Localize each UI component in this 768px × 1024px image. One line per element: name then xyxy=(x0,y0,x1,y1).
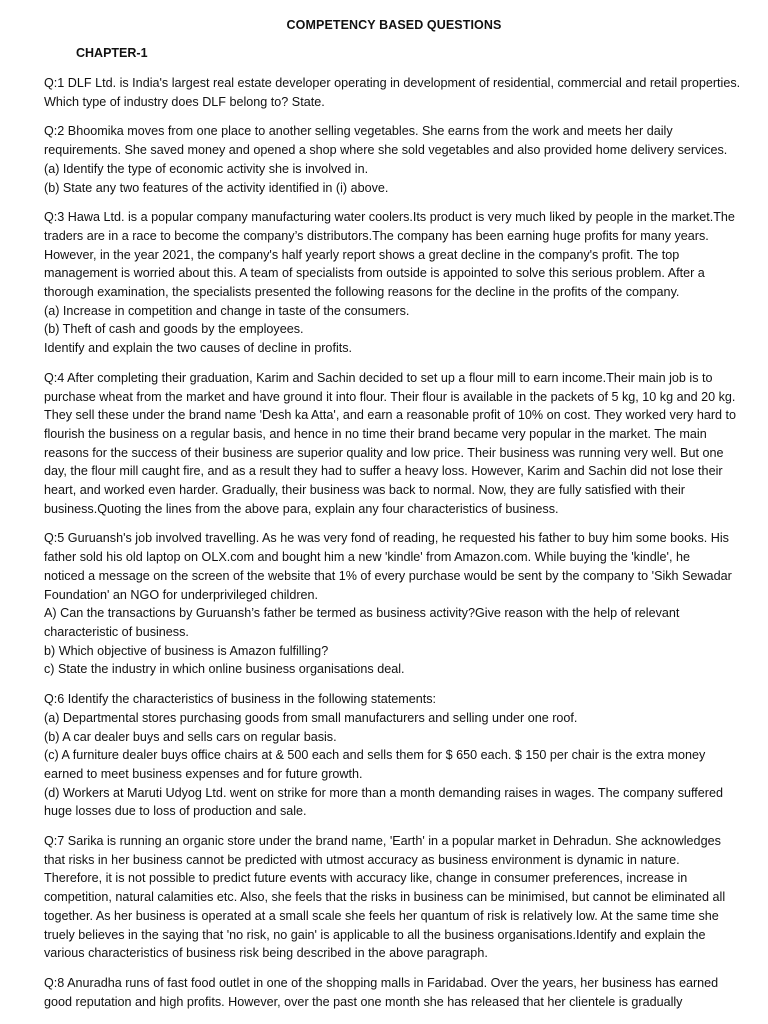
question-4 xyxy=(44,369,744,519)
question-6 xyxy=(44,690,744,821)
question-line: c) State the industry in which online business organisations deal. xyxy=(44,662,405,677)
question-line: that risks in her business cannot be predicted with utmost accuracy as business environment is dynamic in nature. xyxy=(44,852,680,867)
question-line: b) Which objective of business is Amazon fulfilling? xyxy=(44,643,329,658)
question-line: Q:4 After completing their graduation, Karim and Sachin decided to set up a flour mill to earn income.Their main job is to xyxy=(44,370,713,385)
question-list xyxy=(44,74,744,1011)
question-line: (d) Workers at Maruti Udyog Ltd. went on strike for more than a month demanding raises in wages. The company suffered xyxy=(44,785,723,800)
chapter-heading: CHAPTER-1 xyxy=(76,46,148,60)
question-line: father sold his old laptop on OLX.com and bought him a new 'kindle' from Amazon.com. While buying the 'kindle', he xyxy=(44,550,690,565)
question-line: (b) A car dealer buys and sells cars on regular basis. xyxy=(44,729,337,744)
question-line: thorough examination, the specialists presented the following reasons for the decline in the profits of the company. xyxy=(44,285,680,300)
question-line: reasons for the success of their business are superior quality and low price. Their business was running very well. But one xyxy=(44,445,724,460)
question-2 xyxy=(44,122,744,197)
question-line: (c) A furniture dealer buys office chairs at & 500 each and sells them for $ 650 each. $ 150 per chair is the extra money xyxy=(44,748,706,763)
question-line: However, in the year 2021, the company's half yearly report shows a great decline in the company's profit. The top xyxy=(44,247,680,262)
question-1 xyxy=(44,74,744,111)
question-line: Q:8 Anuradha runs of fast food outlet in one of the shopping malls in Faridabad. Over the years, her business has earned xyxy=(44,975,719,990)
question-line: Identify and explain the two causes of decline in profits. xyxy=(44,341,353,356)
question-line: requirements. She saved money and opened a shop where she sold vegetables and also provided home delivery services. xyxy=(44,143,728,158)
question-line: earned to meet business expenses and for future growth. xyxy=(44,766,363,781)
question-3 xyxy=(44,208,744,358)
question-line: Therefore, it is not possible to predict future events with accuracy like, change in consumer preferences, increase in xyxy=(44,871,688,886)
question-line: flourish the business on a regular basis, and hence in no time their brand became very popular in the market. The main xyxy=(44,426,707,441)
question-line: Q:7 Sarika is running an organic store under the brand name, 'Earth' in a popular market in Dehradun. She acknowledges xyxy=(44,834,721,849)
question-line: business.Quoting the lines from the above para, explain any four characteristics of business. xyxy=(44,501,559,516)
question-line: Q:6 Identify the characteristics of business in the following statements: xyxy=(44,692,436,707)
question-line: They sell these under the brand name 'Desh ka Atta', and earn a reasonable profit of 10% on cost. They worked very hard to xyxy=(44,408,737,423)
question-line: Q:3 Hawa Ltd. is a popular company manufacturing water coolers.Its product is very much liked by people in the market.The xyxy=(44,210,735,225)
question-line: huge losses due to loss of production and sale. xyxy=(44,804,307,819)
question-line: Which type of industry does DLF belong to? State. xyxy=(44,94,325,109)
question-line: day, the flour mill caught fire, and as a result they had to suffer a heavy loss. However, Karim and Sachin did not lose their xyxy=(44,464,723,479)
question-line: together. As her business is operated at a small scale she feels her quantum of risk is relatively low. At the same time she xyxy=(44,908,719,923)
question-line: Q:1 DLF Ltd. is India's largest real estate developer operating in development of residential, commercial and retail properties. xyxy=(44,76,741,90)
question-line: heart, and worked even harder. Gradually, their business was back to normal. Now, they are fully satisfied with their xyxy=(44,483,685,498)
document-title: COMPETENCY BASED QUESTIONS xyxy=(286,18,502,32)
question-line: (a) Increase in competition and change in taste of the consumers. xyxy=(44,303,410,318)
question-7 xyxy=(44,832,744,963)
question-line: characteristic of business. xyxy=(44,624,189,639)
question-line: purchase wheat from the market and have ground it into flour. Their flour is available in the packets of 5 kg, 10 kg and 20 kg. xyxy=(44,389,736,404)
question-line: traders are in a race to become the company’s distributors.The company has been earning huge profits for many years. xyxy=(44,228,709,243)
question-line: Q:2 Bhoomika moves from one place to another selling vegetables. She earns from the work and meets her daily xyxy=(44,124,673,139)
question-line: (a) Departmental stores purchasing goods from small manufacturers and selling under one roof. xyxy=(44,710,578,725)
question-line: various characteristics of business risk being described in the above paragraph. xyxy=(44,946,488,961)
question-line: (b) State any two features of the activity identified in (i) above. xyxy=(44,180,389,195)
question-line: (a) Identify the type of economic activity she is involved in. xyxy=(44,161,369,176)
question-line: noticed a message on the screen of the website that 1% of every purchase would be sent by the company to 'Sikh Sewadar xyxy=(44,568,732,583)
question-5 xyxy=(44,529,744,679)
question-line: truely believes in the saying that 'no risk, no gain' is applicable to all the business organisations.Identify and explain the xyxy=(44,927,706,942)
question-line: good reputation and high profits. However, over the past one month she has released that her clientele is gradually xyxy=(44,994,683,1009)
question-line: A) Can the transactions by Guruansh’s father be termed as business activity?Give reason with the help of relevant xyxy=(44,606,680,621)
question-line: management is worried about this. A team of specialists from outside is appointed to solve this serious problem. After a xyxy=(44,266,705,281)
question-line: competition, natural calamities etc. Also, she feels that the risks in business can be minimised, but cannot be eliminated all xyxy=(44,890,726,905)
question-8 xyxy=(44,974,744,1011)
question-line: Foundation' an NGO for underprivileged children. xyxy=(44,587,319,602)
question-line: (b) Theft of cash and goods by the employees. xyxy=(44,322,304,337)
question-line: Q:5 Guruansh's job involved travelling. As he was very fond of reading, he requested his father to buy him some books. His xyxy=(44,531,729,546)
